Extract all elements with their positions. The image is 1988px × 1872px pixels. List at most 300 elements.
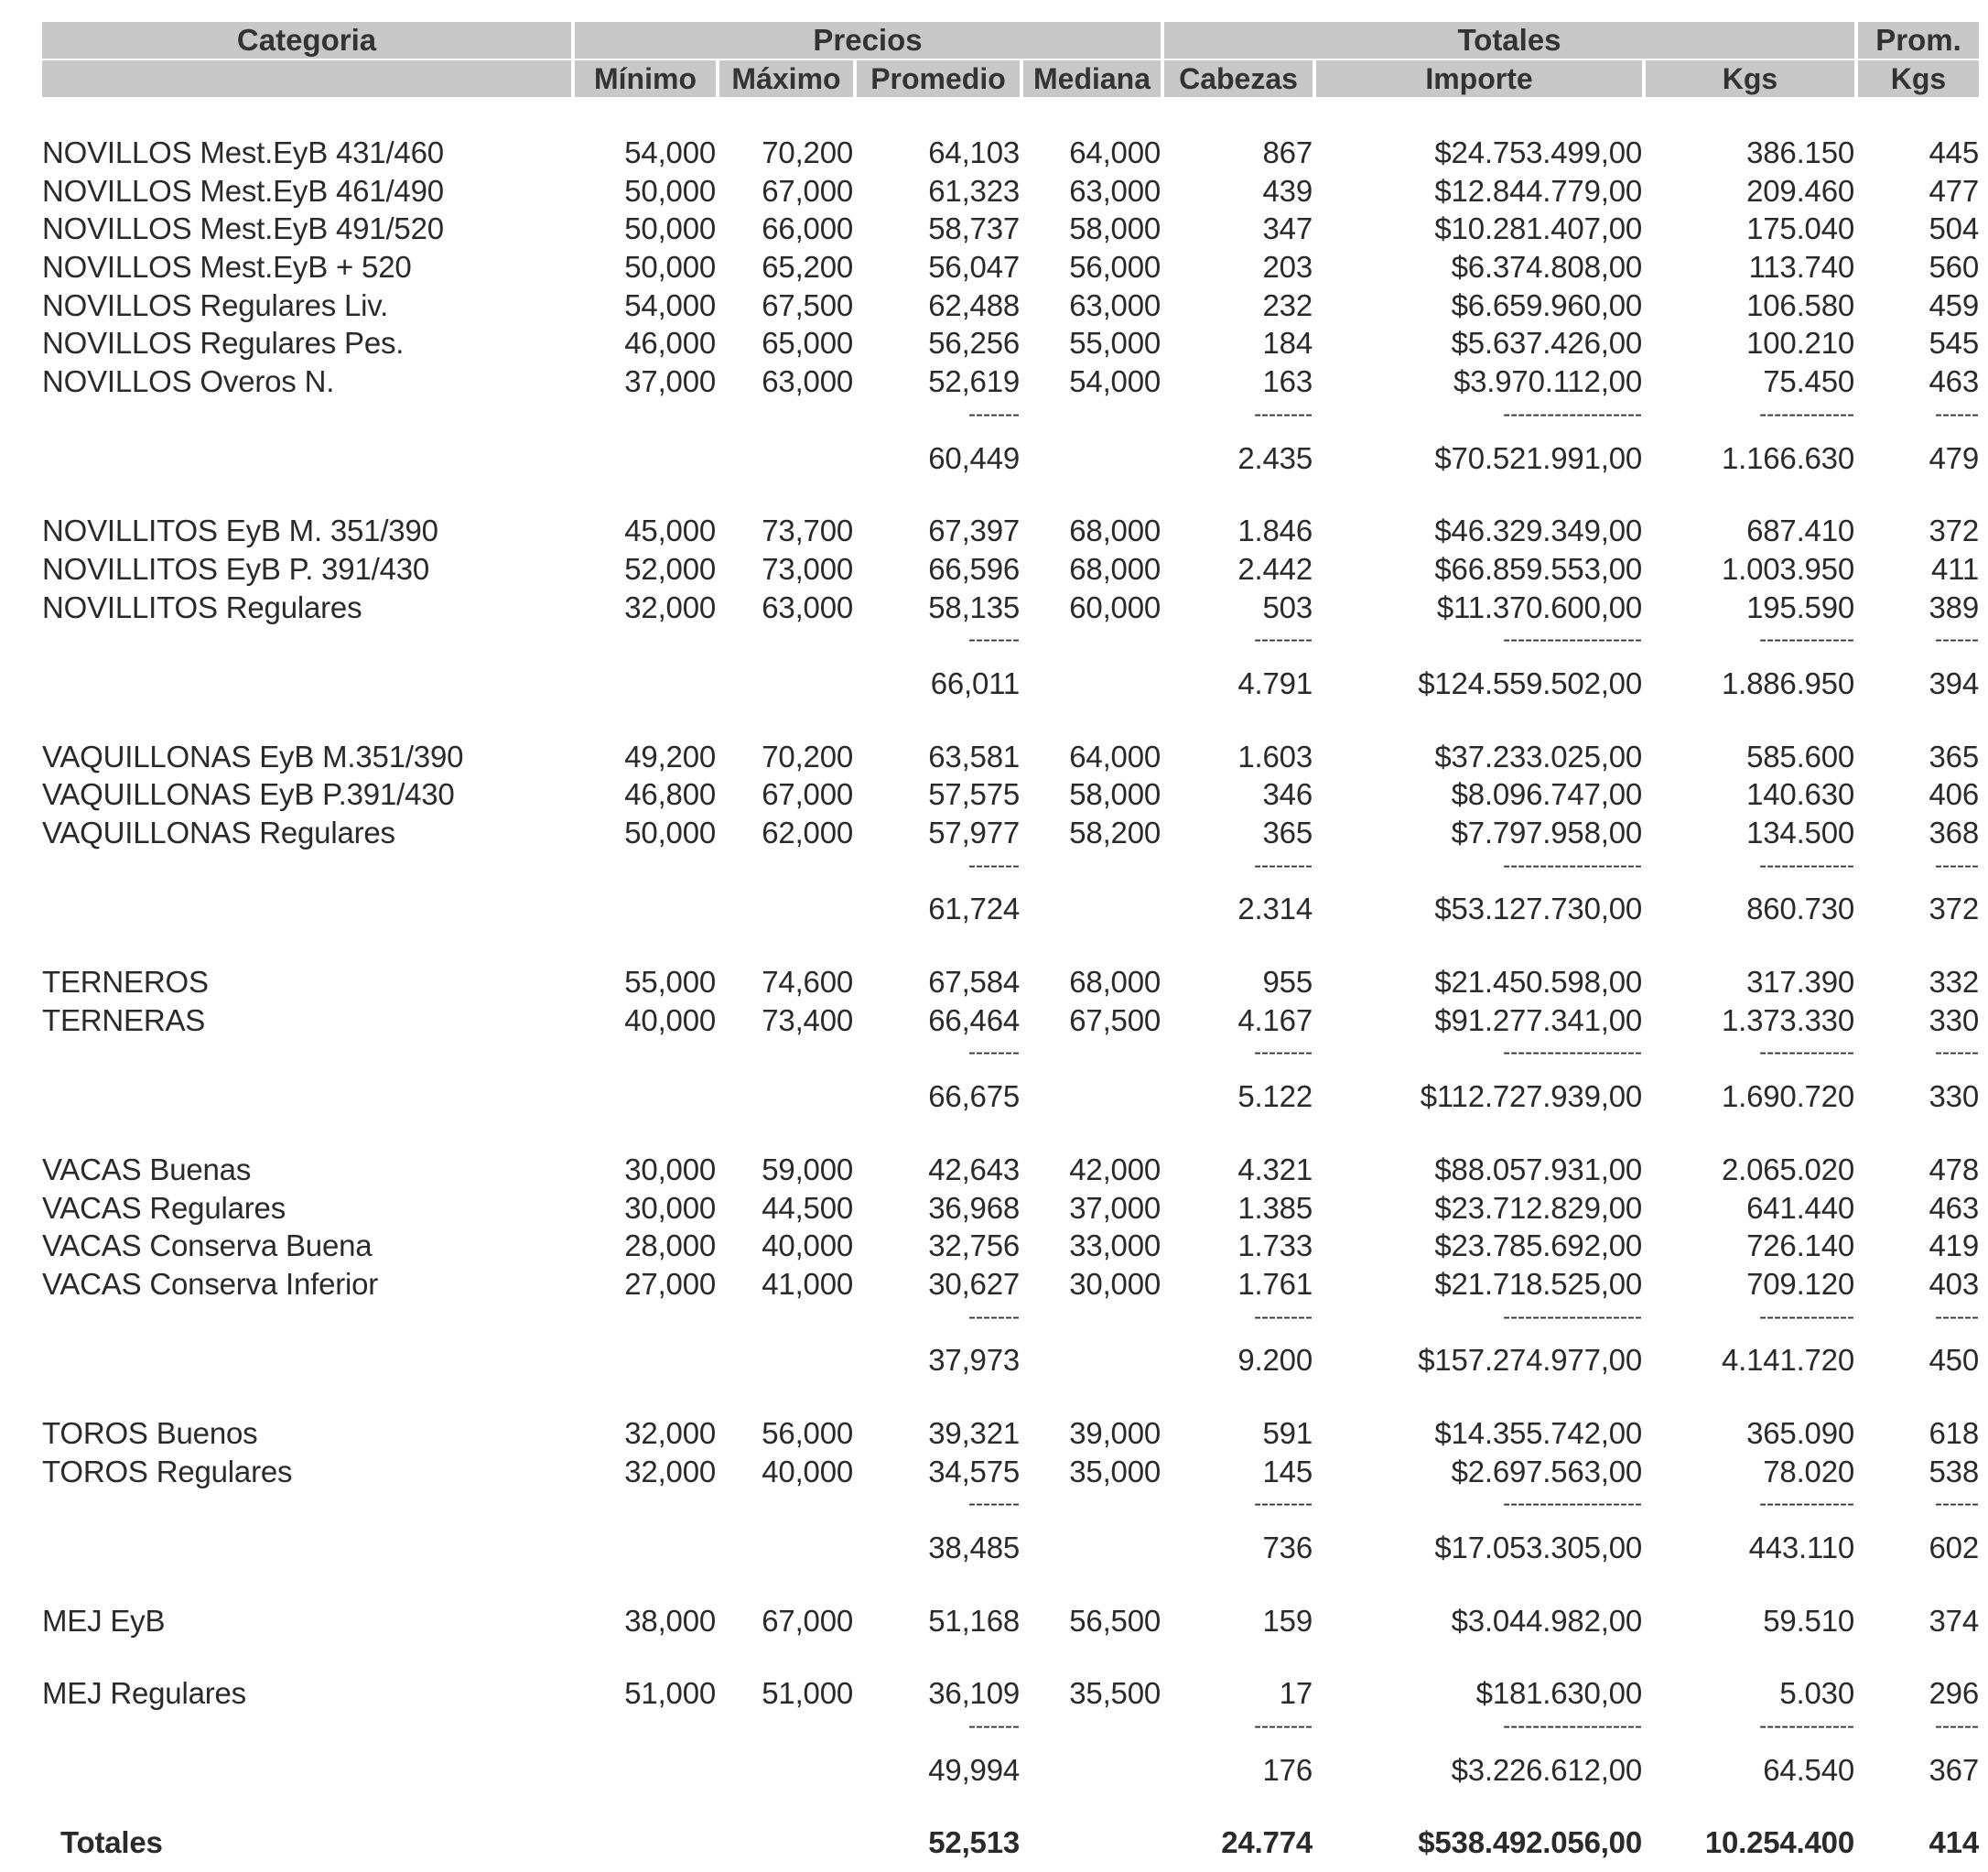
table-cell-cabezas: 346 <box>1262 777 1313 812</box>
separator-blank <box>1023 401 1161 439</box>
table-cell-prom-kgs: 459 <box>1929 287 1979 322</box>
table-cell-categoria: NOVILLOS Regulares Liv. <box>42 287 389 322</box>
header-minimo: Mínimo <box>575 60 716 97</box>
subtotal-prom-kgs: 602 <box>1929 1531 1979 1564</box>
table-cell-cabezas: 145 <box>1262 1454 1313 1488</box>
subtotal-cabezas: 9.200 <box>1237 1343 1313 1378</box>
table-cell-minimo: 46,800 <box>624 777 716 812</box>
header-prom: Prom. <box>1858 22 1979 59</box>
separator-cabezas: -------- <box>1254 627 1313 653</box>
separator-cabezas: -------- <box>1254 1491 1313 1517</box>
table-cell-promedio: 56,256 <box>928 326 1020 361</box>
subtotal-cabezas: 176 <box>1262 1752 1313 1787</box>
subtotal-prom-kgs: 479 <box>1929 440 1979 475</box>
table-cell-prom-kgs: 560 <box>1929 250 1979 285</box>
table-cell-categoria: TERNEROS <box>42 965 209 1000</box>
table-cell-mediana: 68,000 <box>1069 965 1161 1000</box>
subtotal-cabezas: 4.791 <box>1237 665 1313 700</box>
table-cell-maximo: 74,600 <box>762 965 853 1000</box>
subtotal-promedio: 66,011 <box>930 665 1020 700</box>
table-cell-kgs: 78.020 <box>1763 1454 1854 1488</box>
separator-promedio: ------- <box>968 627 1020 653</box>
header-cabezas: Cabezas <box>1164 60 1313 97</box>
group-gap <box>42 1380 1979 1414</box>
subtotal-blank <box>42 665 571 703</box>
table-cell-importe: $181.630,00 <box>1475 1676 1642 1711</box>
table-cell-promedio: 57,977 <box>928 816 1020 849</box>
table-cell-cabezas: 4.321 <box>1237 1152 1313 1186</box>
separator-importe: ------------------- <box>1503 1714 1642 1739</box>
table-cell-cabezas: 365 <box>1262 816 1313 849</box>
separator-prom-kgs: ------ <box>1935 1040 1979 1066</box>
subtotal-prom-kgs: 450 <box>1929 1343 1979 1378</box>
table-cell-mediana: 60,000 <box>1069 590 1161 624</box>
subtotal-blank <box>719 890 853 928</box>
separator-blank <box>42 852 571 891</box>
separator-blank <box>719 1713 853 1751</box>
table-cell-prom-kgs: 463 <box>1929 1190 1979 1225</box>
table-cell-importe: $6.374.808,00 <box>1451 250 1642 285</box>
totals-importe: $538.492.056,00 <box>1418 1825 1642 1860</box>
table-cell-maximo: 59,000 <box>762 1152 853 1186</box>
subtotal-blank <box>42 1077 571 1116</box>
table-cell-minimo: 51,000 <box>624 1676 716 1711</box>
table-cell-importe: $3.970.112,00 <box>1453 364 1642 399</box>
table-cell-mediana: 58,200 <box>1069 816 1161 849</box>
table-cell-maximo: 63,000 <box>762 364 853 399</box>
table-cell-minimo: 30,000 <box>624 1190 716 1225</box>
separator-prom-kgs: ------ <box>1935 1491 1979 1517</box>
header-mediana: Mediana <box>1023 60 1161 97</box>
subtotal-prom-kgs: 372 <box>1929 892 1979 926</box>
table-cell-promedio: 63,581 <box>928 739 1020 774</box>
separator-blank <box>1023 1713 1161 1751</box>
table-cell-categoria: VACAS Conserva Buena <box>42 1228 373 1263</box>
table-cell-kgs: 1.003.950 <box>1721 551 1854 586</box>
table-cell-maximo: 73,700 <box>762 514 853 548</box>
totals-kgs: 10.254.400 <box>1704 1825 1854 1860</box>
separator-kgs: ------------- <box>1759 627 1854 653</box>
table-cell-mediana: 68,000 <box>1069 514 1161 548</box>
table-cell-promedio: 34,575 <box>928 1454 1020 1488</box>
table-cell-promedio: 30,627 <box>928 1266 1020 1301</box>
table-cell-importe: $11.370.600,00 <box>1436 590 1642 624</box>
table-cell-importe: $23.785.692,00 <box>1434 1228 1642 1263</box>
group-gap <box>42 703 1979 738</box>
table-cell-categoria: VAQUILLONAS EyB M.351/390 <box>42 739 464 774</box>
table-cell-cabezas: 347 <box>1262 211 1313 246</box>
subtotal-kgs: 1.886.950 <box>1721 665 1854 700</box>
separator-blank <box>42 1304 571 1342</box>
table-cell-categoria: NOVILLITOS Regulares <box>42 590 362 624</box>
table-cell-minimo: 30,000 <box>624 1152 716 1186</box>
table-cell-maximo: 67,000 <box>762 777 853 812</box>
table-cell-mediana: 35,000 <box>1069 1454 1161 1488</box>
separator-prom-kgs: ------ <box>1935 852 1979 878</box>
table-cell-maximo: 73,000 <box>762 551 853 586</box>
table-cell-kgs: 175.040 <box>1746 211 1854 246</box>
subtotal-importe: $53.127.730,00 <box>1434 892 1642 926</box>
table-cell-kgs: 140.630 <box>1746 777 1854 812</box>
table-cell-importe: $12.844.779,00 <box>1434 173 1642 208</box>
table-cell-prom-kgs: 478 <box>1929 1152 1979 1186</box>
subtotal-blank <box>1023 439 1161 478</box>
table-cell-minimo: 32,000 <box>624 590 716 624</box>
totals-label: Totales <box>60 1825 163 1860</box>
table-cell-maximo: 44,500 <box>762 1190 853 1225</box>
table-cell-kgs: 195.590 <box>1746 590 1854 624</box>
table-cell-mediana: 58,000 <box>1069 777 1161 812</box>
separator-blank <box>719 852 853 891</box>
table-cell-mediana: 39,000 <box>1069 1415 1161 1450</box>
table-cell-promedio: 56,047 <box>928 250 1020 285</box>
table-cell-promedio: 67,584 <box>928 965 1020 1000</box>
table-cell-importe: $2.697.563,00 <box>1451 1454 1642 1488</box>
header-importe: Importe <box>1316 60 1642 97</box>
subtotal-promedio: 61,724 <box>928 892 1020 926</box>
table-cell-promedio: 42,643 <box>928 1152 1020 1186</box>
table-cell-cabezas: 591 <box>1262 1415 1313 1450</box>
table-cell-prom-kgs: 372 <box>1929 514 1979 548</box>
separator-blank <box>42 1490 571 1529</box>
table-cell-maximo: 65,200 <box>762 250 853 285</box>
table-cell-cabezas: 17 <box>1279 1676 1313 1711</box>
table-cell-kgs: 317.390 <box>1746 965 1854 1000</box>
table-cell-promedio: 57,575 <box>928 777 1020 812</box>
table-cell-mediana: 30,000 <box>1069 1266 1161 1301</box>
table-cell-maximo: 51,000 <box>762 1676 853 1711</box>
table-cell-maximo: 67,500 <box>762 287 853 322</box>
table-cell-minimo: 45,000 <box>624 514 716 548</box>
table-cell-categoria: TOROS Buenos <box>42 1415 258 1450</box>
table-cell-minimo: 46,000 <box>624 326 716 361</box>
separator-blank <box>575 1304 716 1342</box>
subtotal-promedio: 37,973 <box>928 1343 1020 1378</box>
separator-blank <box>575 401 716 439</box>
table-cell-categoria: NOVILLOS Mest.EyB 461/490 <box>42 173 444 208</box>
separator-importe: ------------------- <box>1503 627 1642 653</box>
table-cell-mediana: 37,000 <box>1069 1190 1161 1225</box>
header-precios: Precios <box>575 22 1161 59</box>
table-header <box>42 22 1961 99</box>
separator-blank <box>719 1039 853 1077</box>
table-cell-maximo: 70,200 <box>762 135 853 169</box>
table-cell-prom-kgs: 374 <box>1929 1603 1979 1638</box>
subtotal-blank <box>719 1077 853 1116</box>
subtotal-kgs: 1.166.630 <box>1721 440 1854 475</box>
table-cell-categoria: NOVILLOS Mest.EyB 431/460 <box>42 135 444 169</box>
subtotal-prom-kgs: 394 <box>1929 665 1979 700</box>
separator-kgs: ------------- <box>1759 1714 1854 1739</box>
subtotal-kgs: 64.540 <box>1763 1752 1854 1787</box>
separator-blank <box>575 1490 716 1529</box>
subtotal-blank <box>575 1529 716 1567</box>
table-cell-maximo: 67,000 <box>762 1603 853 1638</box>
table-cell-kgs: 106.580 <box>1746 287 1854 322</box>
separator-promedio: ------- <box>968 1040 1020 1066</box>
table-cell-cabezas: 1.733 <box>1237 1228 1313 1263</box>
table-cell-prom-kgs: 411 <box>1930 551 1979 586</box>
separator-kgs: ------------- <box>1759 852 1854 878</box>
table-cell-kgs: 209.460 <box>1746 173 1854 208</box>
table-cell-maximo: 41,000 <box>762 1266 853 1301</box>
subtotal-blank <box>1023 1751 1161 1790</box>
separator-cabezas: -------- <box>1254 852 1313 878</box>
separator-importe: ------------------- <box>1503 852 1642 878</box>
table-cell-minimo: 50,000 <box>624 816 716 849</box>
separator-blank <box>42 1039 571 1077</box>
table-cell-promedio: 51,168 <box>928 1603 1020 1638</box>
header-blank <box>42 60 571 97</box>
table-cell-promedio: 66,596 <box>928 551 1020 586</box>
table-body <box>42 134 1979 1862</box>
table-cell-promedio: 52,619 <box>928 364 1020 399</box>
totals-blank <box>1023 1823 1161 1862</box>
table-cell-mediana: 56,500 <box>1069 1603 1161 1638</box>
separator-blank <box>1023 852 1161 891</box>
row-gap <box>42 1639 1979 1674</box>
subtotal-blank <box>1023 665 1161 703</box>
table-cell-minimo: 32,000 <box>624 1454 716 1488</box>
table-cell-promedio: 39,321 <box>928 1415 1020 1450</box>
table-cell-importe: $6.659.960,00 <box>1451 287 1642 322</box>
subtotal-importe: $124.559.502,00 <box>1418 665 1642 700</box>
table-cell-categoria: NOVILLOS Mest.EyB + 520 <box>42 250 412 285</box>
table-cell-importe: $10.281.407,00 <box>1434 211 1642 246</box>
subtotal-blank <box>575 665 716 703</box>
table-cell-categoria: TERNERAS <box>42 1002 206 1037</box>
subtotal-blank <box>42 1529 571 1567</box>
table-cell-prom-kgs: 332 <box>1929 965 1979 1000</box>
separator-kgs: ------------- <box>1759 1040 1854 1066</box>
table-cell-cabezas: 203 <box>1262 250 1313 285</box>
table-cell-mediana: 64,000 <box>1069 135 1161 169</box>
table-cell-minimo: 54,000 <box>624 287 716 322</box>
table-cell-importe: $21.718.525,00 <box>1434 1266 1642 1301</box>
table-cell-promedio: 66,464 <box>928 1002 1020 1037</box>
separator-promedio: ------- <box>968 1714 1020 1739</box>
table-cell-cabezas: 4.167 <box>1237 1002 1313 1037</box>
table-cell-minimo: 50,000 <box>624 250 716 285</box>
table-cell-kgs: 5.030 <box>1779 1676 1854 1711</box>
table-cell-kgs: 59.510 <box>1763 1603 1854 1638</box>
separator-blank <box>42 626 571 665</box>
table-cell-prom-kgs: 368 <box>1929 816 1979 849</box>
separator-prom-kgs: ------ <box>1935 1714 1979 1739</box>
separator-importe: ------------------- <box>1503 1040 1642 1066</box>
subtotal-blank <box>1023 1341 1161 1380</box>
separator-prom-kgs: ------ <box>1935 401 1979 427</box>
table-cell-importe: $3.044.982,00 <box>1451 1603 1642 1638</box>
table-cell-cabezas: 232 <box>1262 287 1313 322</box>
totals-blank <box>575 1823 716 1862</box>
subtotal-importe: $112.727.939,00 <box>1420 1079 1642 1114</box>
separator-blank <box>42 401 571 439</box>
table-cell-cabezas: 955 <box>1262 965 1313 1000</box>
header-prom-kgs: Kgs <box>1858 60 1979 97</box>
table-cell-categoria: VACAS Buenas <box>42 1152 252 1186</box>
table-cell-prom-kgs: 419 <box>1929 1228 1979 1263</box>
table-cell-kgs: 386.150 <box>1746 135 1854 169</box>
subtotal-blank <box>1023 1077 1161 1116</box>
subtotal-cabezas: 2.435 <box>1237 440 1313 475</box>
separator-blank <box>1023 1039 1161 1077</box>
subtotal-kgs: 4.141.720 <box>1721 1343 1854 1378</box>
subtotal-importe: $70.521.991,00 <box>1434 440 1642 475</box>
separator-promedio: ------- <box>968 1491 1020 1517</box>
subtotal-blank <box>42 439 571 478</box>
separator-importe: ------------------- <box>1503 401 1642 427</box>
subtotal-cabezas: 2.314 <box>1237 892 1313 926</box>
separator-cabezas: -------- <box>1254 1714 1313 1739</box>
table-cell-categoria: MEJ Regulares <box>42 1676 246 1711</box>
subtotal-importe: $17.053.305,00 <box>1434 1531 1642 1564</box>
table-cell-cabezas: 503 <box>1262 590 1313 624</box>
table-cell-minimo: 37,000 <box>624 364 716 399</box>
table-cell-promedio: 61,323 <box>928 173 1020 208</box>
table-cell-mediana: 35,500 <box>1069 1676 1161 1711</box>
table-cell-prom-kgs: 330 <box>1929 1002 1979 1037</box>
table-cell-promedio: 62,488 <box>928 287 1020 322</box>
table-cell-promedio: 32,756 <box>928 1228 1020 1263</box>
table-cell-kgs: 365.090 <box>1746 1415 1854 1450</box>
table-cell-kgs: 2.065.020 <box>1721 1152 1854 1186</box>
separator-blank <box>575 626 716 665</box>
table-cell-maximo: 62,000 <box>762 816 853 849</box>
separator-cabezas: -------- <box>1254 1040 1313 1066</box>
separator-blank <box>1023 626 1161 665</box>
subtotal-blank <box>719 1529 853 1567</box>
group-gap <box>42 1116 1979 1151</box>
table-cell-minimo: 28,000 <box>624 1228 716 1263</box>
table-cell-prom-kgs: 406 <box>1929 777 1979 812</box>
table-cell-importe: $66.859.553,00 <box>1434 551 1642 586</box>
table-cell-cabezas: 159 <box>1262 1603 1313 1638</box>
table-cell-maximo: 67,000 <box>762 173 853 208</box>
table-cell-cabezas: 1.846 <box>1237 514 1313 548</box>
table-cell-cabezas: 1.603 <box>1237 739 1313 774</box>
subtotal-blank <box>42 1341 571 1380</box>
subtotal-importe: $3.226.612,00 <box>1451 1752 1642 1787</box>
table-cell-prom-kgs: 389 <box>1929 590 1979 624</box>
separator-prom-kgs: ------ <box>1935 627 1979 653</box>
table-cell-promedio: 67,397 <box>928 514 1020 548</box>
subtotal-blank <box>42 1751 571 1790</box>
table-cell-importe: $88.057.931,00 <box>1434 1152 1642 1186</box>
table-cell-importe: $7.797.958,00 <box>1451 816 1642 849</box>
header-promedio: Promedio <box>857 60 1020 97</box>
separator-importe: ------------------- <box>1503 1304 1642 1329</box>
table-cell-prom-kgs: 445 <box>1929 135 1979 169</box>
table-cell-promedio: 36,968 <box>928 1190 1020 1225</box>
subtotal-blank <box>575 1751 716 1790</box>
totals-gap <box>42 1789 1979 1823</box>
group-gap <box>42 1567 1979 1602</box>
table-cell-kgs: 726.140 <box>1746 1228 1854 1263</box>
separator-prom-kgs: ------ <box>1935 1304 1979 1329</box>
table-cell-promedio: 64,103 <box>928 135 1020 169</box>
table-cell-importe: $23.712.829,00 <box>1434 1190 1642 1225</box>
table-cell-maximo: 56,000 <box>762 1415 853 1450</box>
header-totales: Totales <box>1164 22 1854 59</box>
group-gap <box>42 928 1979 963</box>
subtotal-cabezas: 736 <box>1262 1531 1313 1564</box>
table-cell-minimo: 32,000 <box>624 1415 716 1450</box>
subtotal-promedio: 66,675 <box>928 1079 1020 1114</box>
table-cell-cabezas: 867 <box>1262 135 1313 169</box>
separator-importe: ------------------- <box>1503 1491 1642 1517</box>
separator-blank <box>575 1039 716 1077</box>
separator-cabezas: -------- <box>1254 401 1313 427</box>
subtotal-blank <box>719 1341 853 1380</box>
table-cell-minimo: 50,000 <box>624 173 716 208</box>
separator-promedio: ------- <box>968 1304 1020 1329</box>
table-cell-kgs: 641.440 <box>1746 1190 1854 1225</box>
table-cell-categoria: MEJ EyB <box>42 1603 166 1638</box>
table-cell-importe: $91.277.341,00 <box>1434 1002 1642 1037</box>
table-cell-kgs: 113.740 <box>1748 250 1854 285</box>
table-cell-categoria: VACAS Regulares <box>42 1190 286 1225</box>
table-cell-importe: $37.233.025,00 <box>1434 739 1642 774</box>
header-kgs: Kgs <box>1646 60 1854 97</box>
separator-blank <box>42 1713 571 1751</box>
table-cell-importe: $5.637.426,00 <box>1451 326 1642 361</box>
table-cell-categoria: NOVILLITOS EyB P. 391/430 <box>42 551 430 586</box>
separator-blank <box>719 1304 853 1342</box>
header-maximo: Máximo <box>719 60 853 97</box>
separator-promedio: ------- <box>968 401 1020 427</box>
separator-kgs: ------------- <box>1759 1304 1854 1329</box>
table-cell-mediana: 58,000 <box>1069 211 1161 246</box>
table-cell-promedio: 58,737 <box>928 211 1020 246</box>
table-cell-mediana: 33,000 <box>1069 1228 1161 1263</box>
livestock-price-report <box>42 22 1979 1862</box>
table-cell-mediana: 67,500 <box>1069 1002 1161 1037</box>
subtotal-importe: $157.274.977,00 <box>1418 1343 1642 1378</box>
table-cell-mediana: 68,000 <box>1069 551 1161 586</box>
subtotal-blank <box>719 439 853 478</box>
table-cell-minimo: 54,000 <box>624 135 716 169</box>
separator-cabezas: -------- <box>1254 1304 1313 1329</box>
table-cell-minimo: 52,000 <box>624 551 716 586</box>
separator-blank <box>719 626 853 665</box>
table-cell-cabezas: 1.385 <box>1237 1190 1313 1225</box>
totals-prom-kgs: 414 <box>1929 1825 1979 1860</box>
subtotal-blank <box>719 1751 853 1790</box>
table-cell-kgs: 709.120 <box>1746 1266 1854 1301</box>
separator-blank <box>575 852 716 891</box>
table-cell-importe: $21.450.598,00 <box>1434 965 1642 1000</box>
table-cell-categoria: NOVILLOS Mest.EyB 491/520 <box>42 211 444 246</box>
separator-blank <box>1023 1304 1161 1342</box>
subtotal-promedio: 60,449 <box>928 440 1020 475</box>
table-cell-mediana: 63,000 <box>1069 287 1161 322</box>
table-cell-prom-kgs: 463 <box>1929 364 1979 399</box>
table-cell-importe: $14.355.742,00 <box>1434 1415 1642 1450</box>
table-cell-prom-kgs: 365 <box>1929 739 1979 774</box>
table-cell-minimo: 50,000 <box>624 211 716 246</box>
table-cell-promedio: 58,135 <box>928 590 1020 624</box>
table-cell-mediana: 64,000 <box>1069 739 1161 774</box>
table-cell-prom-kgs: 545 <box>1929 326 1979 361</box>
separator-blank <box>1023 1490 1161 1529</box>
subtotal-kgs: 860.730 <box>1746 892 1854 926</box>
table-cell-importe: $24.753.499,00 <box>1434 135 1642 169</box>
separator-blank <box>719 1490 853 1529</box>
table-cell-importe: $46.329.349,00 <box>1434 514 1642 548</box>
subtotal-blank <box>575 890 716 928</box>
table-cell-cabezas: 2.442 <box>1237 551 1313 586</box>
